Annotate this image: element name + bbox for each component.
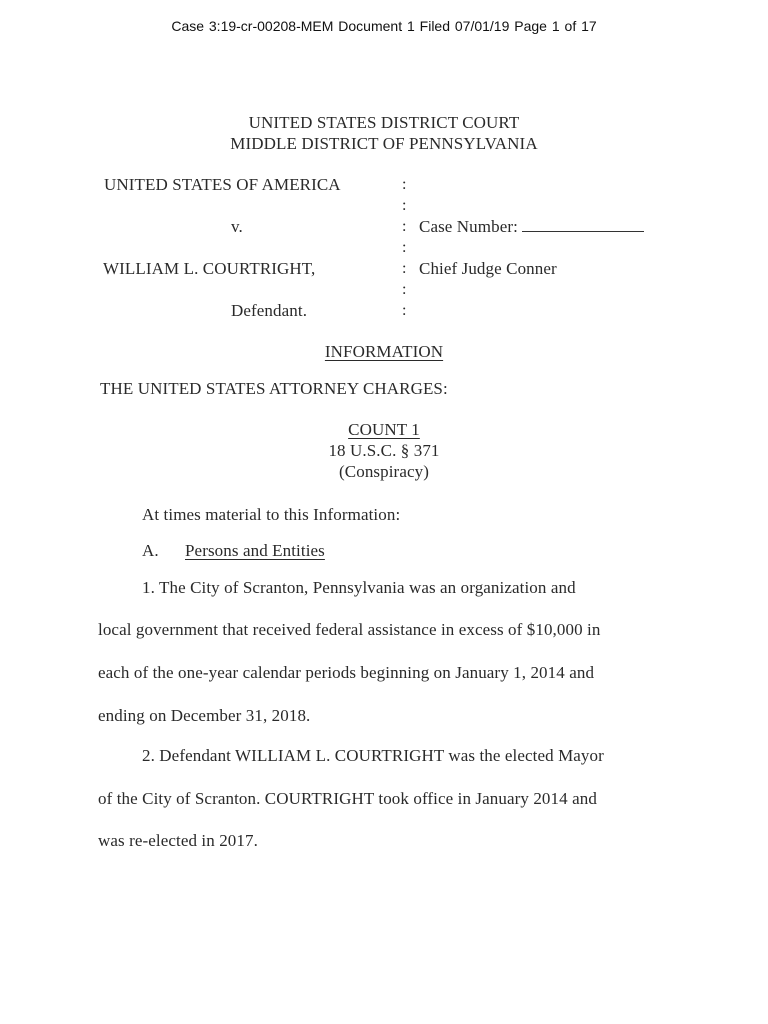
caption-colon: :	[402, 281, 407, 298]
caption-judge: Chief Judge Conner	[419, 259, 557, 278]
intro-sentence: At times material to this Information:	[142, 505, 401, 524]
caption-colon: :	[402, 176, 407, 193]
count-heading	[0, 420, 768, 440]
count-statute: 18 U.S.C. § 371	[328, 441, 440, 460]
paragraph-2-line: of the City of Scranton. COURTRIGHT took office in January 2014 and	[98, 789, 597, 808]
section-a-letter: A.	[142, 541, 159, 560]
caption-colon: :	[402, 218, 407, 235]
paragraph-2-line: 2. Defendant WILLIAM L. COURTRIGHT was the elected Mayor	[142, 746, 604, 765]
caption-colon: :	[402, 239, 407, 256]
caption-plaintiff: UNITED STATES OF AMERICA	[104, 175, 341, 194]
count-description: (Conspiracy)	[339, 462, 429, 481]
court-name-line1: UNITED STATES DISTRICT COURT	[248, 113, 520, 132]
case-number-label: Case Number:	[419, 217, 518, 236]
case-number-blank	[522, 219, 644, 232]
section-a-title-text: Persons and Entities	[185, 541, 325, 560]
caption-defendant: WILLIAM L. COURTRIGHT,	[103, 259, 316, 278]
caption-colon: :	[402, 302, 407, 319]
caption-defendant-role: Defendant.	[231, 301, 308, 320]
paragraph-1-line: each of the one-year calendar periods beginning on January 1, 2014 and	[98, 663, 595, 682]
caption-colon: :	[402, 197, 407, 214]
paragraph-1-line: ending on December 31, 2018.	[98, 706, 311, 725]
paragraph-1-line: 1. The City of Scranton, Pennsylvania was an organization and	[142, 578, 576, 597]
caption-versus: v.	[231, 217, 243, 236]
caption-colon: :	[402, 260, 407, 277]
paragraph-2-line: was re-elected in 2017.	[98, 831, 258, 850]
case-number-field	[419, 217, 644, 237]
count-heading-text: COUNT 1	[348, 420, 420, 439]
section-a-title	[185, 541, 325, 561]
paragraph-1-line: local government that received federal assistance in excess of $10,000 in	[98, 620, 601, 639]
case-header-stamp: Case 3:19-cr-00208-MEM Document 1 Filed 07/01/19 Page 1 of 17	[171, 18, 597, 34]
document-title	[0, 342, 768, 362]
court-name-line2: MIDDLE DISTRICT OF PENNSYLVANIA	[230, 134, 538, 153]
charges-intro: THE UNITED STATES ATTORNEY CHARGES:	[100, 379, 448, 398]
document-title-text: INFORMATION	[324, 342, 444, 361]
